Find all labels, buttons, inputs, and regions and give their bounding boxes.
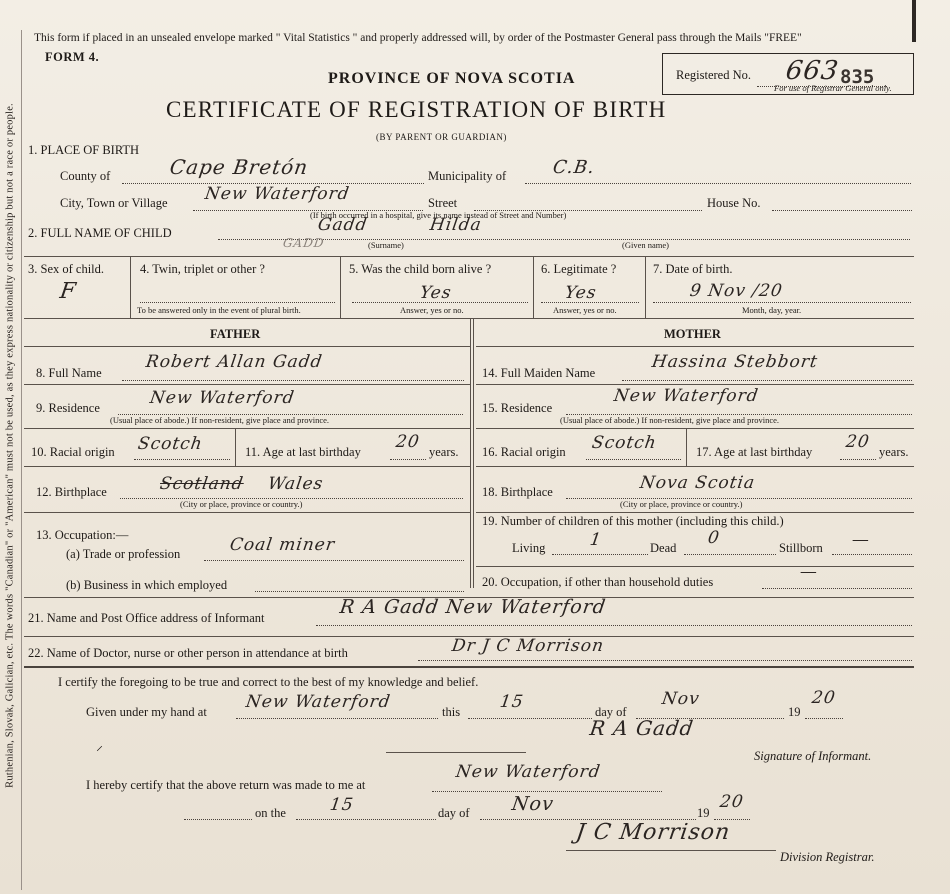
- mother-occupation-value: —: [798, 562, 820, 582]
- registered-number: 663: [783, 56, 841, 86]
- county-value: Cape Bretón: [168, 155, 310, 179]
- pencil-mark: ⸝: [96, 739, 103, 754]
- year-prefix: 19: [788, 705, 801, 719]
- mother-age-value: 20: [844, 432, 872, 452]
- child-surname-correction: GADD: [282, 236, 326, 250]
- date-of-birth-label: 7. Date of birth.: [653, 262, 733, 276]
- month-value: Nov: [660, 689, 702, 709]
- father-name-label: 8. Full Name: [36, 366, 102, 380]
- father-birthplace-label: 12. Birthplace: [36, 485, 107, 499]
- legitimate-caption: Answer, yes or no.: [553, 305, 617, 315]
- dead-label: Dead: [650, 541, 677, 555]
- postal-notice: This form if placed in an unsealed envelope marked " Vital Statistics " and properly addressed will, by order of the Postmaster General pass through the Mails "FREE": [34, 32, 802, 44]
- date-of-birth-caption: Month, day, year.: [742, 305, 802, 315]
- city-value: New Waterford: [203, 184, 351, 204]
- business-label: (b) Business in which employed: [66, 578, 228, 592]
- informant-signature-label: Signature of Informant.: [754, 749, 872, 763]
- sex-value: F: [58, 279, 79, 304]
- child-name-label: 2. FULL NAME OF CHILD: [28, 226, 172, 240]
- registration-month-value: Nov: [510, 793, 556, 815]
- father-heading: FATHER: [210, 327, 261, 341]
- on-the-label: on the: [255, 806, 286, 820]
- registrar-signature-label: Division Registrar.: [780, 850, 875, 864]
- this-label: this: [442, 705, 461, 719]
- registrar-only-note: For use of Registrar General only.: [774, 83, 892, 93]
- trade-value: Coal miner: [228, 535, 337, 555]
- house-number-label: House No.: [707, 196, 761, 210]
- father-age-unit: years.: [429, 445, 459, 459]
- sex-label: 3. Sex of child.: [28, 262, 105, 276]
- father-birthplace-value: Wales: [266, 474, 325, 494]
- informant-value: R A Gadd New Waterford: [338, 596, 608, 618]
- registrar-place-value: New Waterford: [454, 762, 602, 782]
- father-racial-value: Scotch: [136, 434, 205, 454]
- surname-caption: (Surname): [368, 240, 404, 250]
- mother-birthplace-label: 18. Birthplace: [482, 485, 553, 499]
- father-birthplace-struck: Scotland: [158, 474, 246, 494]
- hospital-note: (If birth occurred in a hospital, give its name instead of Street and Number): [310, 210, 567, 220]
- mother-racial-value: Scotch: [590, 433, 659, 453]
- province-heading: PROVINCE OF NOVA SCOTIA: [328, 70, 576, 87]
- municipality-label: Municipality of: [428, 169, 507, 183]
- certificate-subtitle: (BY PARENT OR GUARDIAN): [376, 132, 507, 142]
- born-alive-caption: Answer, yes or no.: [400, 305, 464, 315]
- twin-label: 4. Twin, triplet or other ?: [140, 262, 265, 276]
- mother-residence-label: 15. Residence: [482, 401, 553, 415]
- certify-text: I certify the foregoing to be true and correct to the best of my knowledge and belief.: [58, 675, 479, 689]
- registrar-signature: J C Morrison: [574, 820, 732, 845]
- day-of-label: day of: [595, 705, 627, 719]
- children-count-label: 19. Number of children of this mother (including this child.): [482, 514, 784, 528]
- registration-day-of-label: day of: [438, 806, 470, 820]
- registrar-certify-text: I hereby certify that the above return was made to me at: [86, 778, 366, 792]
- registered-stamp: 835: [840, 66, 875, 88]
- city-label: City, Town or Village: [60, 196, 168, 210]
- mother-age-label: 17. Age at last birthday: [696, 445, 813, 459]
- father-residence-caption: (Usual place of abode.) If non-resident, give place and province.: [110, 415, 330, 425]
- living-label: Living: [512, 541, 546, 555]
- registered-label: Registered No.: [676, 68, 751, 82]
- father-age-value: 20: [394, 432, 422, 452]
- registration-year-prefix: 19: [697, 806, 710, 820]
- ink-mark: [912, 0, 916, 42]
- mother-occupation-label: 20. Occupation, if other than household duties: [482, 575, 714, 589]
- year-value: 20: [810, 688, 838, 708]
- twin-caption: To be answered only in the event of plural birth.: [137, 305, 301, 315]
- mother-residence-caption: (Usual place of abode.) If non-resident, give place and province.: [560, 415, 780, 425]
- place-of-birth-label: 1. PLACE OF BIRTH: [28, 143, 140, 157]
- occupation-label: 13. Occupation:—: [36, 528, 129, 542]
- mother-name-label: 14. Full Maiden Name: [482, 366, 596, 380]
- informant-label: 21. Name and Post Office address of Informant: [28, 611, 265, 625]
- trade-label: (a) Trade or profession: [66, 547, 181, 561]
- living-value: 1: [588, 530, 604, 550]
- mother-birthplace-value: Nova Scotia: [638, 473, 757, 493]
- mother-birthplace-caption: (City or place, province or country.): [620, 499, 743, 509]
- day-value: 15: [498, 692, 526, 712]
- given-place-value: New Waterford: [244, 692, 392, 712]
- municipality-value: C.B.: [551, 157, 597, 178]
- mother-racial-label: 16. Racial origin: [482, 445, 566, 459]
- child-given-name: Hilda: [428, 215, 484, 235]
- stillborn-label: Stillborn: [779, 541, 823, 555]
- margin-rule: [21, 30, 22, 890]
- legitimate-label: 6. Legitimate ?: [541, 262, 617, 276]
- dead-value: 0: [706, 528, 722, 548]
- father-age-label: 11. Age at last birthday: [245, 445, 361, 459]
- doctor-label: 22. Name of Doctor, nurse or other person in attendance at birth: [28, 646, 348, 660]
- father-residence-label: 9. Residence: [36, 401, 100, 415]
- mother-heading: MOTHER: [664, 327, 721, 341]
- born-alive-label: 5. Was the child born alive ?: [349, 262, 492, 276]
- registration-day-value: 15: [328, 795, 356, 815]
- form-number: FORM 4.: [45, 50, 100, 64]
- side-note: Ruthenian, Slovak, Galician, etc. The words "Canadian" or "American" must not be used, as they express nationality or citizenship but not a race or people.: [4, 103, 16, 788]
- given-name-caption: (Given name): [622, 240, 669, 250]
- father-residence-value: New Waterford: [148, 388, 296, 408]
- street-label: Street: [428, 196, 458, 210]
- father-name-value: Robert Allan Gadd: [144, 352, 324, 372]
- child-surname: Gadd: [316, 215, 369, 235]
- legitimate-value: Yes: [563, 283, 598, 303]
- county-label: County of: [60, 169, 111, 183]
- informant-signature: R A Gadd: [588, 716, 696, 740]
- born-alive-value: Yes: [418, 283, 453, 303]
- doctor-value: Dr J C Morrison: [450, 636, 606, 656]
- mother-residence-value: New Waterford: [612, 386, 760, 406]
- date-of-birth-value: 9 Nov /20: [688, 281, 785, 301]
- registration-year-value: 20: [718, 792, 746, 812]
- certificate-title: CERTIFICATE OF REGISTRATION OF BIRTH: [166, 97, 667, 122]
- stillborn-value: —: [850, 530, 872, 550]
- given-under-hand-label: Given under my hand at: [86, 705, 207, 719]
- mother-age-unit: years.: [879, 445, 909, 459]
- mother-name-value: Hassina Stebbort: [650, 352, 820, 372]
- father-racial-label: 10. Racial origin: [31, 445, 115, 459]
- father-birthplace-caption: (City or place, province or country.): [180, 499, 303, 509]
